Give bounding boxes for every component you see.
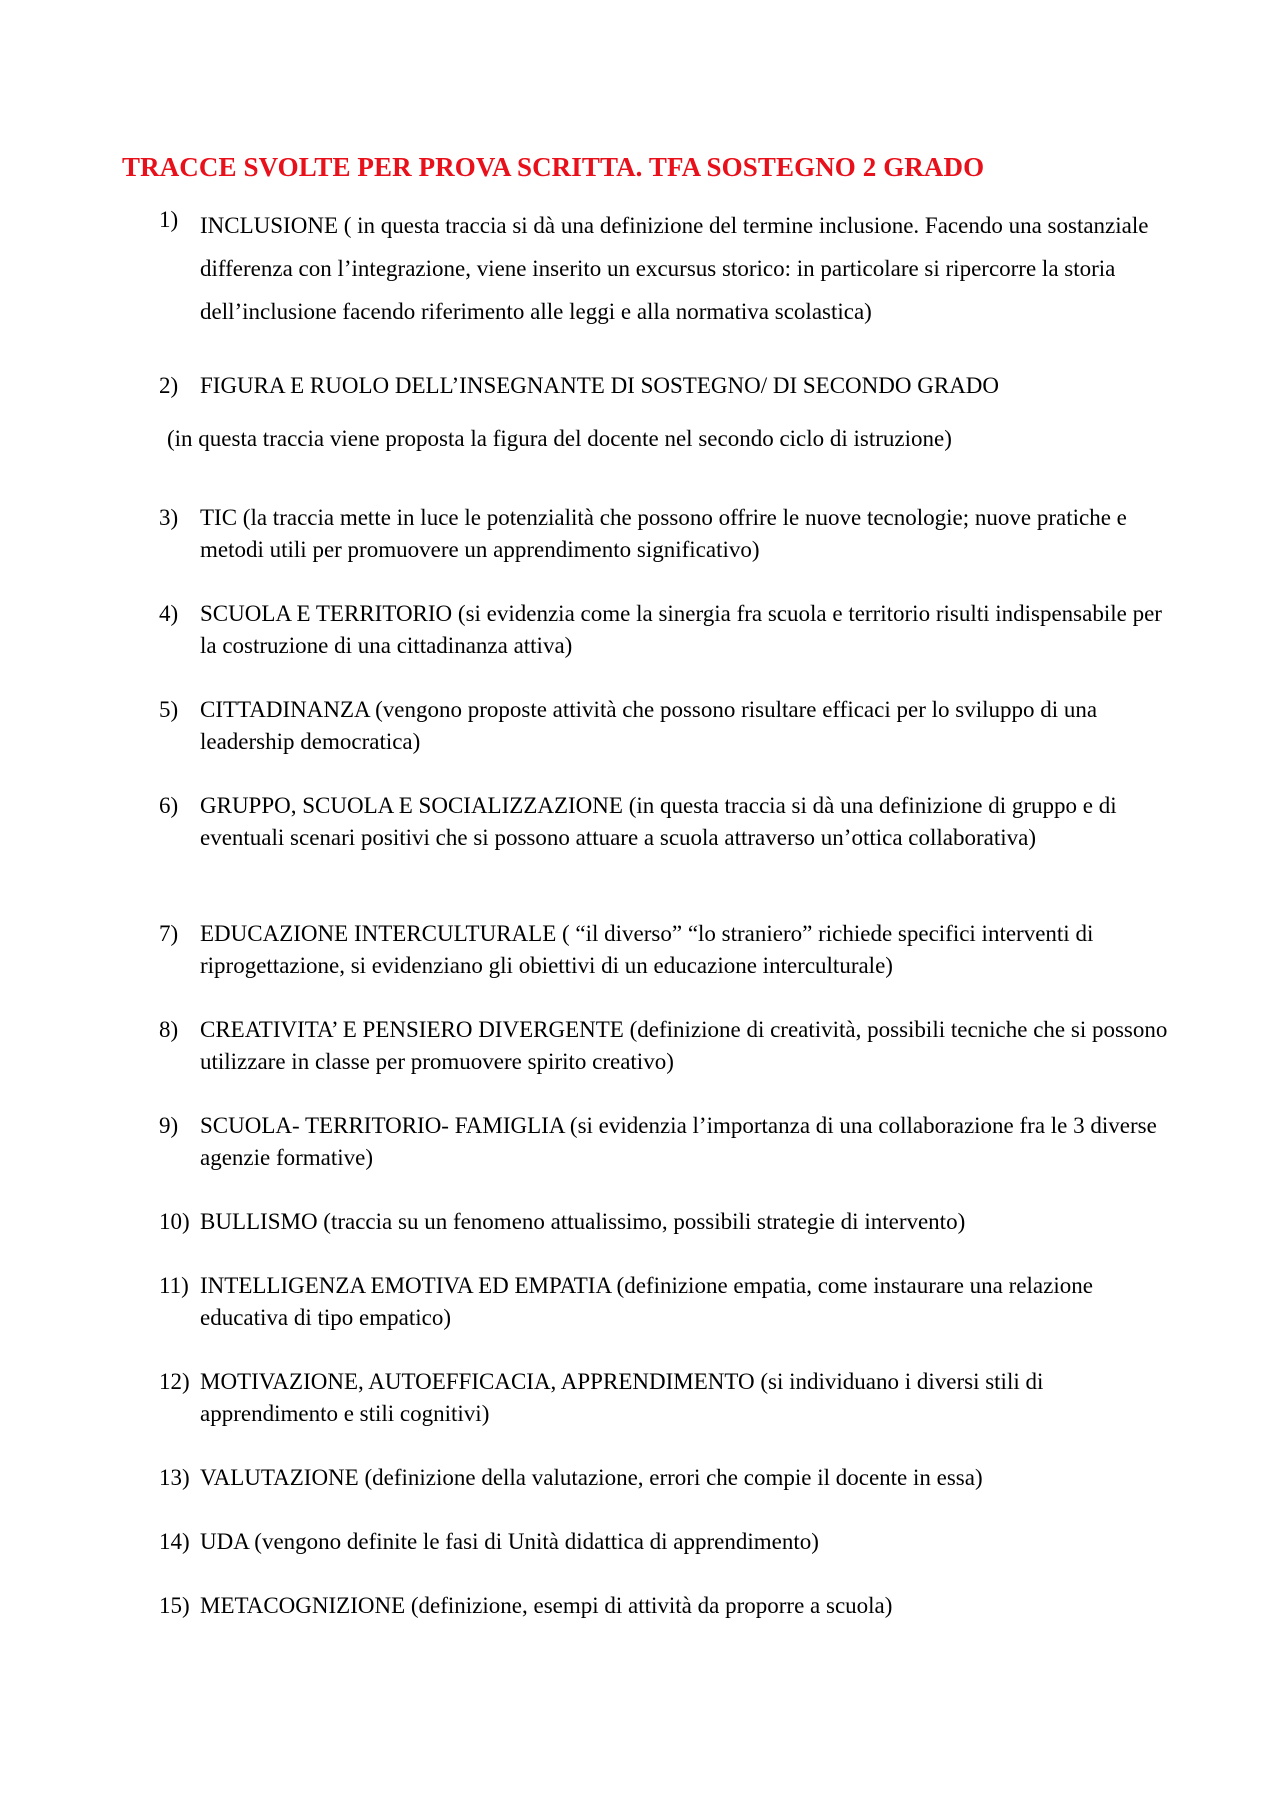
item-text: TIC (la traccia mette in luce le potenzialità che possono offrire le nuove tecnologie; nuove pratiche e metodi utili per promuovere un apprendimento significativo): [200, 505, 1127, 562]
list-item-12: [159, 1366, 1169, 1430]
list-item-6: [159, 790, 1169, 854]
list-item-7: [159, 918, 1169, 982]
item-text: UDA (vengono definite le fasi di Unità didattica di apprendimento): [200, 1529, 819, 1554]
item-text: FIGURA E RUOLO DELL’INSEGNANTE DI SOSTEGNO/ DI SECONDO GRADO: [200, 373, 1000, 398]
item-number: 4): [159, 601, 179, 626]
item-number: 14): [159, 1529, 190, 1554]
item-number: 3): [159, 505, 179, 530]
item-number: 15): [159, 1593, 190, 1618]
item-text: CREATIVITA’ E PENSIERO DIVERGENTE (definizione di creatività, possibili tecniche che si possono utilizzare in classe per promuovere spirito creativo): [200, 1017, 1168, 1074]
item-number: 2): [159, 373, 179, 398]
item-text: GRUPPO, SCUOLA E SOCIALIZZAZIONE (in questa traccia si dà una definizione di gruppo e di eventuali scenari positivi che si possono attuare a scuola attraverso un’ottica collaborativa): [200, 793, 1117, 850]
list-item-10: [159, 1206, 1169, 1238]
item-text: EDUCAZIONE INTERCULTURALE ( “il diverso” “lo straniero” richiede specifici interventi di riprogettazione, si evidenziano gli obiettivi di un educazione interculturale): [200, 921, 1094, 978]
list-item-3: [159, 502, 1169, 566]
list-item-2: [159, 370, 1169, 402]
item-number: 10): [159, 1209, 190, 1234]
item-text: METACOGNIZIONE (definizione, esempi di attività da proporre a scuola): [200, 1593, 893, 1618]
page-title: TRACCE SVOLTE PER PROVA SCRITTA. TFA SOSTEGNO 2 GRADO: [122, 152, 985, 182]
item-number: 5): [159, 697, 179, 722]
item-number: 7): [159, 921, 179, 946]
item-text: INCLUSIONE ( in questa traccia si dà una definizione del termine inclusione. Facendo una sostanziale differenza con l’integrazione, viene inserito un excursus storico: in particolare si ripercorre la storia dell’inclusione facendo riferimento alle leggi e alla normativa scolastica): [200, 213, 1149, 324]
item-text: SCUOLA E TERRITORIO (si evidenzia come la sinergia fra scuola e territorio risulti indispensabile per la costruzione di una cittadinanza attiva): [200, 601, 1162, 658]
item-number: 6): [159, 793, 179, 818]
list-item-1: [159, 204, 1169, 333]
list-item-4: [159, 598, 1169, 662]
item-text: VALUTAZIONE (definizione della valutazione, errori che compie il docente in essa): [200, 1465, 983, 1490]
item-number: 1): [159, 207, 179, 232]
item-number: 13): [159, 1465, 190, 1490]
list-item-11: [159, 1270, 1169, 1334]
item-number: 9): [159, 1113, 179, 1138]
item-text: CITTADINANZA (vengono proposte attività che possono risultare efficaci per lo sviluppo di una leadership democratica): [200, 697, 1098, 754]
item-text: SCUOLA- TERRITORIO- FAMIGLIA (si evidenzia l’importanza di una collaborazione fra le 3 diverse agenzie formative): [200, 1113, 1157, 1170]
item-text: MOTIVAZIONE, AUTOEFFICACIA, APPRENDIMENTO (si individuano i diversi stili di apprendimento e stili cognitivi): [200, 1369, 1044, 1426]
list-item-8: [159, 1014, 1169, 1078]
list-item-15: [159, 1590, 1169, 1622]
item-number: 12): [159, 1369, 190, 1394]
list-item-9: [159, 1110, 1169, 1174]
item-2-note: (in questa traccia viene proposta la figura del docente nel secondo ciclo di istruzione): [167, 426, 952, 451]
item-number: 11): [159, 1273, 189, 1298]
item-text: INTELLIGENZA EMOTIVA ED EMPATIA (definizione empatia, come instaurare una relazione educativa di tipo empatico): [200, 1273, 1093, 1330]
list-item-5: [159, 694, 1169, 758]
list-item-14: [159, 1526, 1169, 1558]
item-text: BULLISMO (traccia su un fenomeno attualissimo, possibili strategie di intervento): [200, 1209, 966, 1234]
item-number: 8): [159, 1017, 179, 1042]
list-item-13: [159, 1462, 1169, 1494]
